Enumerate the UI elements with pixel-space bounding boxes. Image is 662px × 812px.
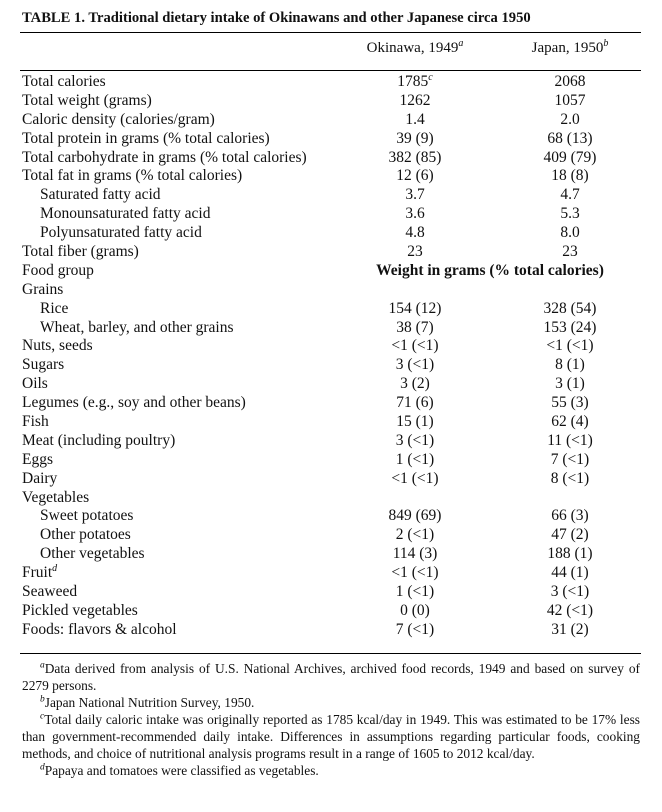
- cell-japan: 3 (1): [555, 375, 585, 393]
- footnote-text: Total daily caloric intake was originally reported as 1785 kcal/day in 1949. This was estimated to be 17% less than government-recommended daily intake. Differences in assumptions regarding particular foods, cooking methods, and choice of nutritional analysis programs result in a range of 1605 to 2012 kcal/day.: [22, 712, 640, 761]
- row-label: [22, 337, 93, 356]
- table-row: [0, 621, 662, 640]
- cell-japan: 5.3: [560, 205, 580, 223]
- row-label-text: Dairy: [22, 469, 58, 487]
- cell-japan: 62 (4): [551, 413, 589, 431]
- row-label-text: Eggs: [22, 450, 53, 468]
- top-rule: [20, 32, 641, 33]
- cell-japan: 11 (<1): [547, 431, 593, 449]
- cell-japan: 47 (2): [551, 526, 589, 544]
- cell-okinawa-value: 23: [407, 243, 423, 261]
- row-label-text: Oils: [22, 375, 48, 393]
- cell-japan: 153 (24): [543, 318, 597, 336]
- cell-japan: 8 (1): [555, 356, 585, 374]
- cell-okinawa-value: 154 (12): [388, 299, 442, 317]
- row-label: [22, 130, 270, 149]
- table-row: [0, 186, 662, 205]
- table-row: [0, 167, 662, 186]
- table-row: [0, 300, 662, 319]
- cell-okinawa: [340, 319, 490, 338]
- cell-okinawa: [340, 602, 490, 621]
- footnote-text: Data derived from analysis of U.S. National Archives, archived food records, 1949 and based on survey of 2279 persons.: [22, 661, 640, 693]
- table-title: TABLE 1. Traditional dietary intake of Okinawans and other Japanese circa 1950: [22, 10, 531, 26]
- row-label: [22, 262, 94, 281]
- cell-okinawa: [340, 356, 490, 375]
- cell-okinawa-value: 3 (2): [400, 375, 430, 393]
- cell-okinawa-value: 3 (<1): [395, 431, 435, 449]
- row-label: [40, 300, 68, 319]
- group-header-units: Weight in grams (% total calories): [376, 261, 604, 279]
- row-label: [22, 394, 246, 413]
- cell-okinawa: [340, 470, 490, 489]
- footnote-symbol: a: [40, 660, 45, 671]
- cell-japan: 31 (2): [551, 620, 589, 638]
- cell-japan: 23: [562, 243, 578, 261]
- column-header-okinawa: [340, 40, 490, 57]
- table-row: [0, 507, 662, 526]
- cell-japan: <1 (<1): [546, 337, 594, 355]
- cell-okinawa-value: <1 (<1): [391, 564, 439, 582]
- cell-okinawa: [340, 564, 490, 583]
- cell-okinawa-value: 3.7: [405, 186, 425, 204]
- row-label-text: Total fat in grams (% total calories): [22, 167, 243, 185]
- cell-okinawa: [340, 337, 490, 356]
- cell-japan: 2.0: [560, 110, 580, 128]
- row-label: [40, 507, 133, 526]
- row-label: [22, 583, 77, 602]
- cell-okinawa-value: 0 (0): [400, 601, 430, 619]
- row-label: [22, 73, 106, 92]
- cell-japan: 42 (<1): [546, 601, 594, 619]
- row-label: [22, 602, 138, 621]
- cell-okinawa: [340, 130, 490, 149]
- row-label: [22, 564, 57, 583]
- cell-japan: 2068: [554, 73, 586, 90]
- cell-okinawa-value: 39 (9): [396, 129, 434, 147]
- table-row: [0, 149, 662, 168]
- row-label-text: Sweet potatoes: [40, 507, 134, 525]
- cell-okinawa-value: 4.8: [405, 224, 425, 242]
- cell-japan: 188 (1): [547, 545, 593, 563]
- table-row: [0, 583, 662, 602]
- cell-okinawa-value: <1 (<1): [391, 337, 439, 355]
- row-label-text: Grains: [22, 280, 64, 298]
- row-label: [40, 526, 131, 545]
- cell-japan: 66 (3): [551, 507, 589, 525]
- cell-okinawa-value: 71 (6): [396, 394, 434, 412]
- row-label: [22, 243, 139, 262]
- column-header-japan-footnote-mark: b: [603, 38, 609, 49]
- header-rule: [20, 70, 641, 71]
- cell-japan: 328 (54): [543, 299, 597, 317]
- cell-okinawa: [340, 375, 490, 394]
- row-label-text: Saturated fatty acid: [40, 186, 161, 204]
- cell-japan: 8.0: [560, 224, 580, 242]
- table-row: [0, 451, 662, 470]
- table-row: [0, 526, 662, 545]
- cell-okinawa: [340, 111, 490, 130]
- row-label-text: Nuts, seeds: [22, 337, 93, 355]
- table-row: [0, 130, 662, 149]
- cell-japan: 55 (3): [551, 394, 589, 412]
- cell-okinawa: [340, 394, 490, 413]
- table-row: [0, 73, 662, 92]
- table-row: [0, 111, 662, 130]
- row-label-text: Pickled vegetables: [22, 601, 138, 619]
- footnote-symbol: d: [40, 762, 45, 773]
- row-label-text: Total fiber (grams): [22, 243, 139, 261]
- table-row: [0, 413, 662, 432]
- row-label-text: Other potatoes: [40, 526, 131, 544]
- row-label-text: Meat (including poultry): [22, 431, 176, 449]
- footnote-text: Japan National Nutrition Survey, 1950.: [44, 695, 255, 710]
- cell-okinawa-value: 15 (1): [396, 413, 434, 431]
- cell-okinawa-value: 2 (<1): [395, 526, 435, 544]
- table-row: [0, 432, 662, 451]
- cell-okinawa-value: <1 (<1): [391, 469, 439, 487]
- cell-okinawa: [340, 186, 490, 205]
- row-label-text: Other vegetables: [40, 545, 145, 563]
- row-label-text: Total carbohydrate in grams (% total calories): [22, 148, 307, 166]
- cell-okinawa: [340, 507, 490, 526]
- footnote: [22, 694, 640, 711]
- footnote-symbol: c: [40, 711, 45, 722]
- cell-okinawa: [340, 413, 490, 432]
- footnote: [22, 660, 640, 694]
- cell-okinawa-value: 3.6: [405, 205, 425, 223]
- column-header-japan: [500, 40, 640, 57]
- cell-okinawa-value: 1.4: [405, 110, 425, 128]
- row-label: [22, 281, 63, 300]
- cell-japan: 18 (8): [551, 167, 589, 185]
- row-label-text: Total weight (grams): [22, 91, 152, 109]
- table-row: [0, 319, 662, 338]
- table-row: [0, 375, 662, 394]
- table-row: [0, 92, 662, 111]
- table-row: [0, 224, 662, 243]
- footnote-text: Papaya and tomatoes were classified as vegetables.: [44, 763, 319, 778]
- table-row: [0, 489, 662, 508]
- cell-okinawa: [340, 451, 490, 470]
- cell-okinawa-value: 114 (3): [392, 545, 438, 563]
- cell-japan: 8 (<1): [550, 469, 590, 487]
- table-row: [0, 356, 662, 375]
- cell-okinawa: [340, 526, 490, 545]
- bottom-rule: [20, 653, 641, 654]
- row-label-text: Fruit: [22, 564, 53, 582]
- table-row: [0, 545, 662, 564]
- row-label: [40, 186, 161, 205]
- row-label-text: Monounsaturated fatty acid: [40, 205, 211, 223]
- row-label-text: Polyunsaturated fatty acid: [40, 224, 202, 242]
- cell-okinawa: [340, 224, 490, 243]
- footnote-mark: c: [428, 71, 433, 83]
- cell-okinawa: [340, 545, 490, 564]
- footnote: [22, 711, 640, 762]
- cell-okinawa: [340, 167, 490, 186]
- table-row: [0, 205, 662, 224]
- cell-okinawa-value: 12 (6): [396, 167, 434, 185]
- row-label-text: Total protein in grams (% total calories): [22, 129, 270, 147]
- cell-japan: 409 (79): [543, 148, 597, 166]
- row-label: [40, 319, 234, 338]
- cell-okinawa: [340, 73, 490, 92]
- table-row: [0, 262, 662, 281]
- cell-okinawa-value: 38 (7): [396, 318, 434, 336]
- cell-okinawa: [340, 432, 490, 451]
- cell-okinawa: [340, 205, 490, 224]
- table-row: [0, 470, 662, 489]
- row-label: [22, 470, 57, 489]
- column-header-japan-label: Japan, 1950: [531, 40, 604, 56]
- cell-okinawa-value: 1 (<1): [395, 450, 435, 468]
- row-label-text: Sugars: [22, 356, 65, 374]
- row-label-text: Seaweed: [22, 583, 78, 601]
- cell-japan: 4.7: [560, 186, 580, 204]
- cell-okinawa-value: 382 (85): [388, 148, 442, 166]
- row-label: [22, 111, 215, 130]
- cell-okinawa: [340, 300, 490, 319]
- row-label-text: Total calories: [22, 73, 106, 90]
- row-label-text: Foods: flavors & alcohol: [22, 620, 177, 638]
- row-label: [22, 149, 307, 168]
- table-row: [0, 564, 662, 583]
- table-row: [0, 281, 662, 300]
- row-label: [40, 545, 145, 564]
- cell-okinawa: [340, 621, 490, 640]
- row-label-text: Food group: [22, 261, 94, 279]
- table-body: [0, 73, 662, 640]
- row-label: [22, 489, 89, 508]
- cell-okinawa: [340, 149, 490, 168]
- cell-okinawa: [340, 583, 490, 602]
- footnote-symbol: b: [40, 694, 45, 705]
- row-label: [22, 356, 64, 375]
- cell-japan: 44 (1): [551, 564, 589, 582]
- cell-okinawa-value: 3 (<1): [395, 356, 435, 374]
- footnote: [22, 762, 640, 779]
- row-label: [22, 167, 242, 186]
- column-header-okinawa-label: Okinawa, 1949: [366, 40, 459, 56]
- cell-okinawa-value: 7 (<1): [395, 620, 435, 638]
- column-header-okinawa-footnote-mark: a: [458, 38, 464, 49]
- cell-okinawa-value: 1262: [399, 91, 431, 109]
- cell-okinawa: [340, 243, 490, 262]
- row-label: [22, 375, 48, 394]
- row-label-text: Rice: [40, 299, 69, 317]
- row-label-text: Caloric density (calories/gram): [22, 110, 215, 128]
- cell-okinawa-value: 1 (<1): [395, 583, 435, 601]
- cell-japan: 7 (<1): [550, 450, 590, 468]
- cell-okinawa-value: 849 (69): [388, 507, 442, 525]
- cell-japan: 1057: [554, 91, 586, 109]
- row-label-text: Legumes (e.g., soy and other beans): [22, 394, 246, 412]
- row-label: [40, 224, 202, 243]
- row-label: [40, 205, 210, 224]
- table-row: [0, 394, 662, 413]
- table-row: [0, 602, 662, 621]
- table-row: [0, 243, 662, 262]
- row-label: [22, 621, 177, 640]
- cell-okinawa-value: 1785: [397, 73, 429, 90]
- row-label-text: Fish: [22, 413, 49, 431]
- table-row: [0, 337, 662, 356]
- row-label: [22, 92, 152, 111]
- row-label: [22, 413, 49, 432]
- cell-japan: 3 (<1): [550, 583, 590, 601]
- cell-okinawa: [340, 92, 490, 111]
- row-label: [22, 432, 175, 451]
- cell-japan: 68 (13): [547, 129, 593, 147]
- row-label: [22, 451, 53, 470]
- footnotes: [22, 660, 640, 779]
- row-label-text: Wheat, barley, and other grains: [40, 318, 234, 336]
- footnote-mark: d: [52, 563, 58, 574]
- row-label-text: Vegetables: [22, 488, 90, 506]
